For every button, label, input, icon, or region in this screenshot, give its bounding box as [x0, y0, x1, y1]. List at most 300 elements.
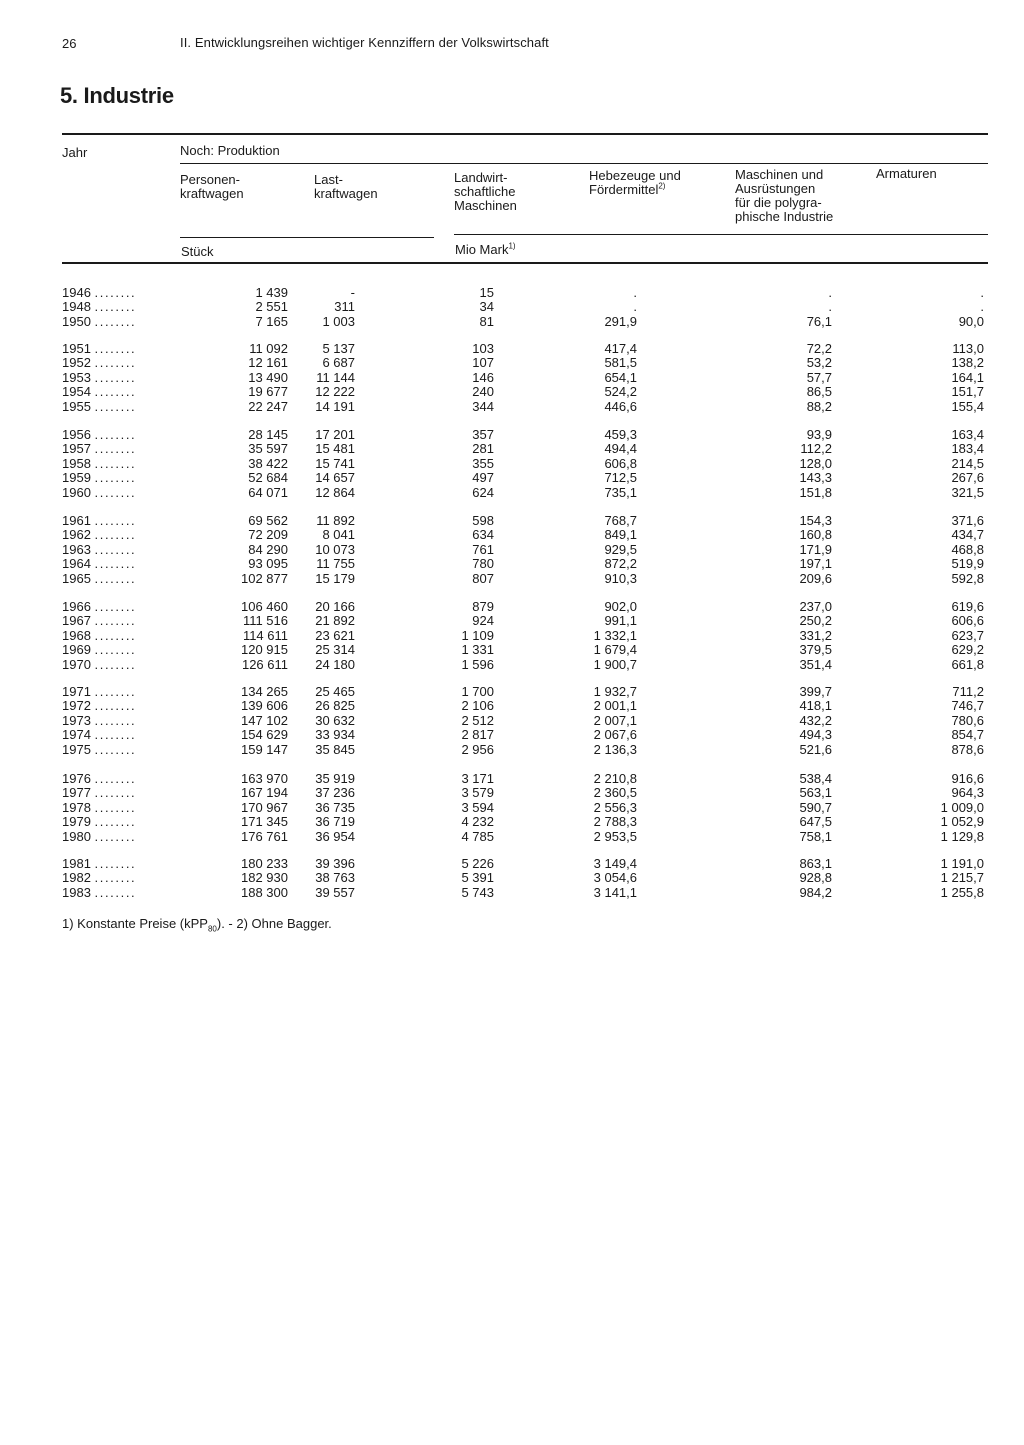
value-cell: 624: [472, 484, 494, 500]
value-cell: .: [980, 299, 984, 315]
leader-dots: ........: [94, 514, 137, 528]
table-row: [62, 772, 992, 786]
value-cell: 126 611: [241, 656, 288, 672]
value-cell: -: [350, 285, 355, 300]
value-cell: 2 007,1: [593, 712, 637, 728]
year-label: 1961: [62, 514, 91, 528]
value-cell: .: [828, 299, 832, 315]
value-cell: 23 621: [315, 627, 355, 643]
unit-label-stueck: Stück: [181, 244, 214, 259]
value-cell: 991,1: [604, 613, 637, 629]
value-cell: 155,4: [951, 398, 984, 414]
value-cell: 964,3: [951, 785, 984, 801]
table-row: [62, 371, 992, 385]
value-cell: 151,7: [951, 384, 984, 400]
value-cell: 90,0: [958, 313, 984, 329]
value-cell: 143,3: [799, 470, 832, 486]
table-row: [62, 629, 992, 643]
value-cell: 160,8: [799, 527, 832, 543]
column-header-armaturen: [876, 167, 937, 181]
value-cell: 209,6: [799, 570, 832, 586]
value-cell: 606,6: [951, 613, 984, 629]
table-row: [62, 286, 992, 300]
table-row: [62, 400, 992, 414]
value-cell: 88,2: [806, 398, 832, 414]
year-label: 1977: [62, 786, 91, 801]
value-cell: 768,7: [604, 513, 637, 528]
value-cell: 39 557: [315, 884, 355, 900]
value-cell: 902,0: [604, 599, 637, 614]
year-label: 1973: [62, 713, 91, 728]
value-cell: 53,2: [806, 355, 832, 371]
leader-dots: ........: [94, 370, 137, 385]
value-cell: 321,5: [951, 484, 984, 500]
year-label: 1952: [62, 356, 91, 371]
value-cell: 2 106: [461, 698, 494, 714]
value-cell: 64 071: [248, 484, 288, 500]
page-number: 26: [62, 36, 77, 51]
value-cell: 147 102: [241, 712, 288, 728]
value-cell: 21 892: [315, 613, 355, 629]
value-cell: 15 179: [315, 570, 355, 586]
value-cell: 879: [472, 599, 494, 614]
year-label: 1948: [62, 300, 91, 315]
year-label: 1979: [62, 815, 91, 830]
value-cell: 2 360,5: [593, 785, 637, 801]
year-label: 1962: [62, 528, 91, 543]
table-row: [62, 685, 992, 699]
value-cell: 24 180: [315, 656, 355, 672]
year-label: 1953: [62, 370, 91, 385]
value-cell: .: [633, 285, 637, 300]
year-label: 1959: [62, 471, 91, 486]
column-header-line: Maschinen und: [735, 167, 824, 182]
value-cell: 494,4: [604, 441, 637, 457]
table-row: [62, 356, 992, 370]
year-label: 1951: [62, 342, 91, 356]
value-cell: 761: [472, 541, 494, 557]
leader-dots: ........: [94, 800, 137, 815]
value-cell: 10 073: [315, 541, 355, 557]
leader-dots: ........: [94, 399, 137, 414]
value-cell: 35 845: [315, 741, 355, 757]
value-cell: 1 052,9: [940, 814, 984, 830]
value-cell: 2 551: [255, 299, 288, 315]
running-head: II. Entwicklungsreihen wichtiger Kennziffern der Volkswirtschaft: [180, 35, 549, 50]
value-cell: 916,6: [951, 771, 984, 786]
column-header-line: kraftwagen: [180, 186, 244, 201]
column-header-text: Fördermittel: [589, 182, 659, 197]
value-cell: 654,1: [604, 369, 637, 385]
value-cell: 151,8: [799, 484, 832, 500]
value-cell: 592,8: [951, 570, 984, 586]
value-cell: 154,3: [799, 513, 832, 528]
leader-dots: ........: [94, 786, 137, 801]
value-cell: 5 391: [461, 870, 494, 886]
value-cell: 30 632: [315, 712, 355, 728]
year-label: 1966: [62, 600, 91, 614]
value-cell: 780: [472, 556, 494, 572]
value-cell: 5 137: [322, 341, 355, 356]
value-cell: 164,1: [951, 369, 984, 385]
value-cell: 598: [472, 513, 494, 528]
year-group: [62, 685, 992, 757]
value-cell: 35 919: [315, 771, 355, 786]
value-cell: 1 191,0: [940, 856, 984, 871]
leader-dots: ........: [94, 815, 137, 830]
leader-dots: ........: [94, 772, 137, 786]
value-cell: 2 512: [461, 712, 494, 728]
value-cell: 629,2: [951, 642, 984, 658]
column-header-line: phische Industrie: [735, 209, 834, 224]
value-cell: 519,9: [951, 556, 984, 572]
value-cell: 138,2: [951, 355, 984, 371]
unit-rule-stueck: [180, 237, 434, 238]
value-cell: 3 141,1: [593, 884, 637, 900]
column-header-line: Landwirt-: [454, 170, 508, 185]
value-cell: 4 785: [461, 828, 494, 844]
value-cell: 1 332,1: [593, 627, 637, 643]
value-cell: 26 825: [315, 698, 355, 714]
value-cell: 281: [472, 441, 494, 457]
year-label: 1967: [62, 614, 91, 629]
value-cell: 291,9: [604, 313, 637, 329]
table-row: [62, 300, 992, 314]
value-cell: 20 166: [315, 599, 355, 614]
value-cell: 399,7: [799, 684, 832, 699]
value-cell: 38 763: [315, 870, 355, 886]
leader-dots: ........: [94, 485, 137, 500]
value-cell: 72,2: [806, 341, 832, 356]
value-cell: 3 149,4: [593, 856, 637, 871]
leader-dots: ........: [94, 857, 137, 871]
value-cell: 111 516: [242, 613, 288, 629]
value-cell: 36 735: [315, 799, 355, 815]
value-cell: 3 171: [461, 771, 494, 786]
column-header-line: Maschinen: [454, 198, 517, 213]
value-cell: 311: [334, 299, 355, 315]
leader-dots: ........: [94, 600, 137, 614]
table-header-bottom-rule: [62, 262, 988, 264]
value-cell: 15 741: [315, 455, 355, 471]
value-cell: .: [633, 299, 637, 315]
value-cell: 57,7: [806, 369, 832, 385]
value-cell: 81: [479, 313, 494, 329]
table-row: [62, 557, 992, 571]
value-cell: 25 314: [315, 642, 355, 658]
leader-dots: ........: [94, 614, 137, 629]
column-header-landwirtschaftliche-maschinen: [454, 171, 517, 213]
leader-dots: ........: [94, 286, 137, 300]
year-label: 1965: [62, 571, 91, 586]
value-cell: 86,5: [806, 384, 832, 400]
table-row: [62, 614, 992, 628]
value-cell: 2 953,5: [593, 828, 637, 844]
leader-dots: ........: [94, 742, 137, 757]
year-label: 1971: [62, 685, 91, 699]
table-row: [62, 728, 992, 742]
value-cell: 379,5: [799, 642, 832, 658]
value-cell: 183,4: [951, 441, 984, 457]
year-label: 1970: [62, 657, 91, 672]
value-cell: 11 092: [249, 341, 288, 356]
value-cell: 14 657: [315, 470, 355, 486]
value-cell: 17 201: [315, 427, 355, 442]
value-cell: 170 967: [241, 799, 288, 815]
value-cell: 1 129,8: [940, 828, 984, 844]
year-label: 1983: [62, 885, 91, 900]
value-cell: 780,6: [951, 712, 984, 728]
value-cell: 807: [472, 570, 494, 586]
value-cell: 52 684: [248, 470, 288, 486]
value-cell: 36 719: [315, 814, 355, 830]
value-cell: 494,3: [799, 727, 832, 743]
leader-dots: ........: [94, 428, 137, 442]
value-cell: 176 761: [241, 828, 288, 844]
value-cell: 72 209: [248, 527, 288, 543]
value-cell: 12 222: [315, 384, 355, 400]
leader-dots: ........: [94, 528, 137, 543]
value-cell: .: [828, 285, 832, 300]
value-cell: 1 255,8: [940, 884, 984, 900]
value-cell: 2 956: [461, 741, 494, 757]
table-row: [62, 486, 992, 500]
value-cell: 25 465: [315, 684, 355, 699]
table-row: [62, 714, 992, 728]
table-row: [62, 886, 992, 900]
value-cell: 735,1: [604, 484, 637, 500]
value-cell: 11 755: [316, 556, 355, 572]
value-cell: 5 226: [461, 856, 494, 871]
value-cell: 163,4: [951, 427, 984, 442]
value-cell: 606,8: [604, 455, 637, 471]
value-cell: 2 788,3: [593, 814, 637, 830]
value-cell: 37 236: [315, 785, 355, 801]
value-cell: 146: [472, 369, 494, 385]
year-label: 1956: [62, 428, 91, 442]
footnote-text: ). - 2) Ohne Bagger.: [216, 916, 332, 931]
value-cell: 103: [472, 341, 494, 356]
year-label: 1974: [62, 728, 91, 743]
value-cell: 69 562: [248, 513, 288, 528]
leader-dots: ........: [94, 356, 137, 371]
table-row: [62, 428, 992, 442]
table-row: [62, 471, 992, 485]
column-header-line: schaftliche: [454, 184, 516, 199]
footnote-subscript: 80: [207, 924, 217, 934]
value-cell: 524,2: [604, 384, 637, 400]
leader-dots: ........: [94, 456, 137, 471]
value-cell: 984,2: [799, 884, 832, 900]
leader-dots: ........: [94, 643, 137, 658]
value-cell: 910,3: [604, 570, 637, 586]
value-cell: 468,8: [951, 541, 984, 557]
value-cell: 197,1: [799, 556, 832, 572]
year-group: [62, 857, 992, 900]
table-row: [62, 600, 992, 614]
value-cell: 928,8: [799, 870, 832, 886]
column-group-header: Noch: Produktion: [180, 143, 280, 158]
footnote-marker: 1): [508, 241, 516, 251]
year-group: [62, 600, 992, 672]
value-cell: 84 290: [248, 541, 288, 557]
year-label: 1954: [62, 385, 91, 400]
value-cell: 2 001,1: [593, 698, 637, 714]
value-cell: 38 422: [248, 455, 288, 471]
value-cell: 2 556,3: [593, 799, 637, 815]
value-cell: 746,7: [951, 698, 984, 714]
value-cell: 182 930: [241, 870, 288, 886]
table-row: [62, 643, 992, 657]
value-cell: 13 490: [248, 369, 288, 385]
column-header-maschinen-polygraphie: [735, 168, 833, 224]
table-row: [62, 871, 992, 885]
column-header-line: für die polygra-: [735, 195, 822, 210]
value-cell: 371,6: [951, 513, 984, 528]
value-cell: 581,5: [604, 355, 637, 371]
year-label: 1946: [62, 286, 91, 300]
value-cell: 417,4: [604, 341, 637, 356]
value-cell: 849,1: [604, 527, 637, 543]
column-header-line: Hebezeuge und: [589, 168, 681, 183]
value-cell: 344: [472, 398, 494, 414]
value-cell: 214,5: [951, 455, 984, 471]
value-cell: 459,3: [604, 427, 637, 442]
value-cell: 924: [472, 613, 494, 629]
value-cell: 1 596: [461, 656, 494, 672]
value-cell: 7 165: [255, 313, 288, 329]
value-cell: 102 877: [241, 570, 288, 586]
year-label: 1957: [62, 442, 91, 457]
value-cell: 357: [472, 427, 494, 442]
year-label: 1963: [62, 542, 91, 557]
value-cell: 661,8: [951, 656, 984, 672]
year-label: 1980: [62, 829, 91, 844]
value-cell: 634: [472, 527, 494, 543]
column-header-line: Last-: [314, 172, 343, 187]
value-cell: 2 136,3: [593, 741, 637, 757]
year-label: 1972: [62, 699, 91, 714]
value-cell: 331,2: [799, 627, 832, 643]
year-label: 1981: [62, 857, 91, 871]
table-row: [62, 514, 992, 528]
table-row: [62, 830, 992, 844]
year-label: 1975: [62, 742, 91, 757]
table-row: [62, 385, 992, 399]
table-top-rule: [62, 133, 988, 135]
footnote: [62, 916, 332, 934]
value-cell: 14 191: [315, 398, 355, 414]
value-cell: 114 611: [242, 627, 288, 643]
value-cell: 538,4: [799, 771, 832, 786]
value-cell: 22 247: [248, 398, 288, 414]
value-cell: 93 095: [248, 556, 288, 572]
value-cell: 355: [472, 455, 494, 471]
value-cell: 11 892: [316, 513, 355, 528]
leader-dots: ........: [94, 885, 137, 900]
value-cell: 180 233: [241, 856, 288, 871]
year-label: 1982: [62, 871, 91, 886]
year-label: 1960: [62, 485, 91, 500]
value-cell: 590,7: [799, 799, 832, 815]
value-cell: 3 594: [461, 799, 494, 815]
value-cell: 12 864: [315, 484, 355, 500]
section-title: 5. Industrie: [60, 83, 174, 108]
value-cell: 159 147: [241, 741, 288, 757]
value-cell: 446,6: [604, 398, 637, 414]
value-cell: 36 954: [315, 828, 355, 844]
value-cell: 5 743: [461, 884, 494, 900]
value-cell: 128,0: [799, 455, 832, 471]
table-row: [62, 572, 992, 586]
value-cell: 93,9: [806, 427, 832, 442]
column-header-line: Ausrüstungen: [735, 181, 816, 196]
column-header-lastkraftwagen: [314, 173, 378, 201]
value-cell: 711,2: [952, 684, 984, 699]
table-row: [62, 442, 992, 456]
footnote-marker: 2): [658, 181, 666, 191]
value-cell: 2 817: [461, 727, 494, 743]
value-cell: 854,7: [951, 727, 984, 743]
value-cell: 11 144: [316, 369, 355, 385]
column-header-line: Personen-: [180, 172, 240, 187]
value-cell: 3 579: [461, 785, 494, 801]
leader-dots: ........: [94, 471, 137, 486]
year-label: 1978: [62, 800, 91, 815]
column-header-line: [589, 183, 681, 197]
value-cell: 1 932,7: [593, 684, 637, 699]
value-cell: 188 300: [241, 884, 288, 900]
column-header-line: Armaturen: [876, 166, 937, 181]
unit-rule-mio-mark: [454, 234, 988, 235]
value-cell: 250,2: [799, 613, 832, 629]
value-cell: 521,6: [799, 741, 832, 757]
value-cell: 647,5: [799, 814, 832, 830]
table-row: [62, 543, 992, 557]
value-cell: 240: [472, 384, 494, 400]
value-cell: 1 439: [255, 285, 288, 300]
table-row: [62, 743, 992, 757]
value-cell: 2 067,6: [593, 727, 637, 743]
value-cell: 28 145: [248, 427, 288, 442]
value-cell: 6 687: [322, 355, 355, 371]
value-cell: 563,1: [799, 785, 832, 801]
value-cell: 1 331: [461, 642, 494, 658]
leader-dots: ........: [94, 699, 137, 714]
year-group: [62, 772, 992, 844]
group-rule: [180, 163, 988, 164]
unit-label-mio-mark: [455, 243, 516, 257]
leader-dots: ........: [94, 685, 137, 699]
value-cell: 167 194: [241, 785, 288, 801]
value-cell: 1 679,4: [593, 642, 637, 658]
table-row: [62, 457, 992, 471]
leader-dots: ........: [94, 657, 137, 672]
leader-dots: ........: [94, 728, 137, 743]
value-cell: 434,7: [951, 527, 984, 543]
column-header-personenkraftwagen: [180, 173, 244, 201]
value-cell: 497: [472, 470, 494, 486]
footnote-text: 1) Konstante Preise (kPP: [62, 916, 208, 931]
value-cell: 1 215,7: [940, 870, 984, 886]
table-row: [62, 815, 992, 829]
unit-text: Mio Mark: [455, 242, 509, 257]
leader-dots: ........: [94, 829, 137, 844]
column-header-year: Jahr: [62, 145, 88, 160]
leader-dots: ........: [94, 713, 137, 728]
year-label: 1964: [62, 557, 91, 572]
value-cell: 112,2: [800, 441, 832, 457]
